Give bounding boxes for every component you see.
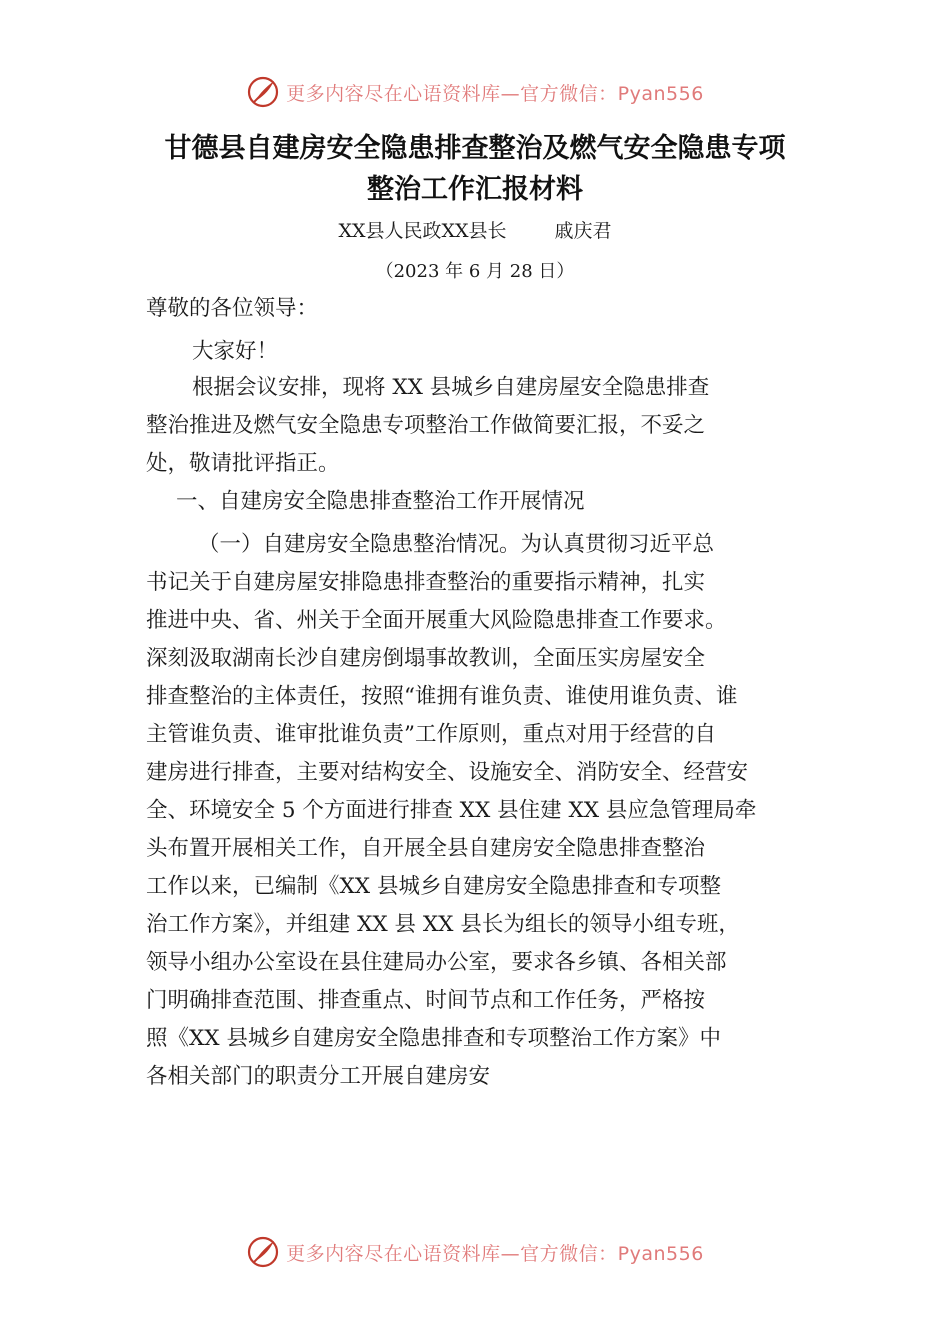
body-line: 门明确排查范围、排查重点、时间节点和工作任务，严格按 xyxy=(146,988,706,1013)
body-line: 头布置开展相关工作，自开展全县自建房安全隐患排查整治 xyxy=(146,836,706,861)
author-org: XX县人民政XX县长 xyxy=(338,220,507,242)
document-date: （2023 年 6 月 28 日） xyxy=(375,261,575,282)
quill-logo-icon xyxy=(246,1235,280,1269)
body-line: （一）自建房安全隐患整治情况。为认真贯彻习近平总 xyxy=(198,532,715,557)
body-line: 工作以来，已编制《XX 县城乡自建房安全隐患排查和专项整 xyxy=(146,874,721,899)
watermark-text: 更多内容尽在心语资料库—官方微信：Pyan556 xyxy=(286,1242,704,1265)
watermark-text: 更多内容尽在心语资料库—官方微信：Pyan556 xyxy=(286,82,704,105)
author-line xyxy=(0,216,950,243)
greeting: 大家好！ xyxy=(192,339,279,364)
body-line: 全、环境安全 5 个方面进行排查 XX 县住建 XX 县应急管理局牵 xyxy=(146,798,757,823)
body-line: 主管谁负责、谁审批谁负责”工作原则，重点对用于经营的自 xyxy=(146,722,716,747)
author-name: 戚庆君 xyxy=(554,220,612,242)
body-line: 排查整治的主体责任，按照“谁拥有谁负责、谁使用谁负责、谁 xyxy=(146,684,738,709)
body-line: 深刻汲取湖南长沙自建房倒塌事故教训，全面压实房屋安全 xyxy=(146,646,706,671)
body-line: 治工作方案》，并组建 XX 县 XX 县长为组长的领导小组专班， xyxy=(146,912,740,937)
section-heading: 一、自建房安全隐患排查整治工作开展情况 xyxy=(176,489,585,514)
body-line: 照《XX 县城乡自建房安全隐患排查和专项整治工作方案》中 xyxy=(146,1026,721,1051)
body-line: 书记关于自建房屋安排隐患排查整治的重要指示精神，扎实 xyxy=(146,570,706,595)
watermark-banner-top xyxy=(0,72,950,112)
quill-logo-icon xyxy=(246,75,280,109)
salutation: 尊敬的各位领导： xyxy=(146,296,319,321)
body-line: 处，敬请批评指正。 xyxy=(146,451,340,476)
watermark-banner-bottom xyxy=(0,1232,950,1272)
body-line: 推进中央、省、州关于全面开展重大风险隐患排查工作要求。 xyxy=(146,608,727,633)
document-title-line1: 甘德县自建房安全隐患排查整治及燃气安全隐患专项 xyxy=(164,133,786,164)
body-line: 领导小组办公室设在县住建局办公室，要求各乡镇、各相关部 xyxy=(146,950,727,975)
body-line: 整治推进及燃气安全隐患专项整治工作做简要汇报，不妥之 xyxy=(146,413,706,438)
body-line: 根据会议安排，现将 XX 县城乡自建房屋安全隐患排查 xyxy=(192,375,710,400)
document-title-line2: 整治工作汇报材料 xyxy=(367,174,583,205)
body-line: 各相关部门的职责分工开展自建房安 xyxy=(146,1064,491,1089)
body-line: 建房进行排查，主要对结构安全、设施安全、消防安全、经营安 xyxy=(146,760,749,785)
